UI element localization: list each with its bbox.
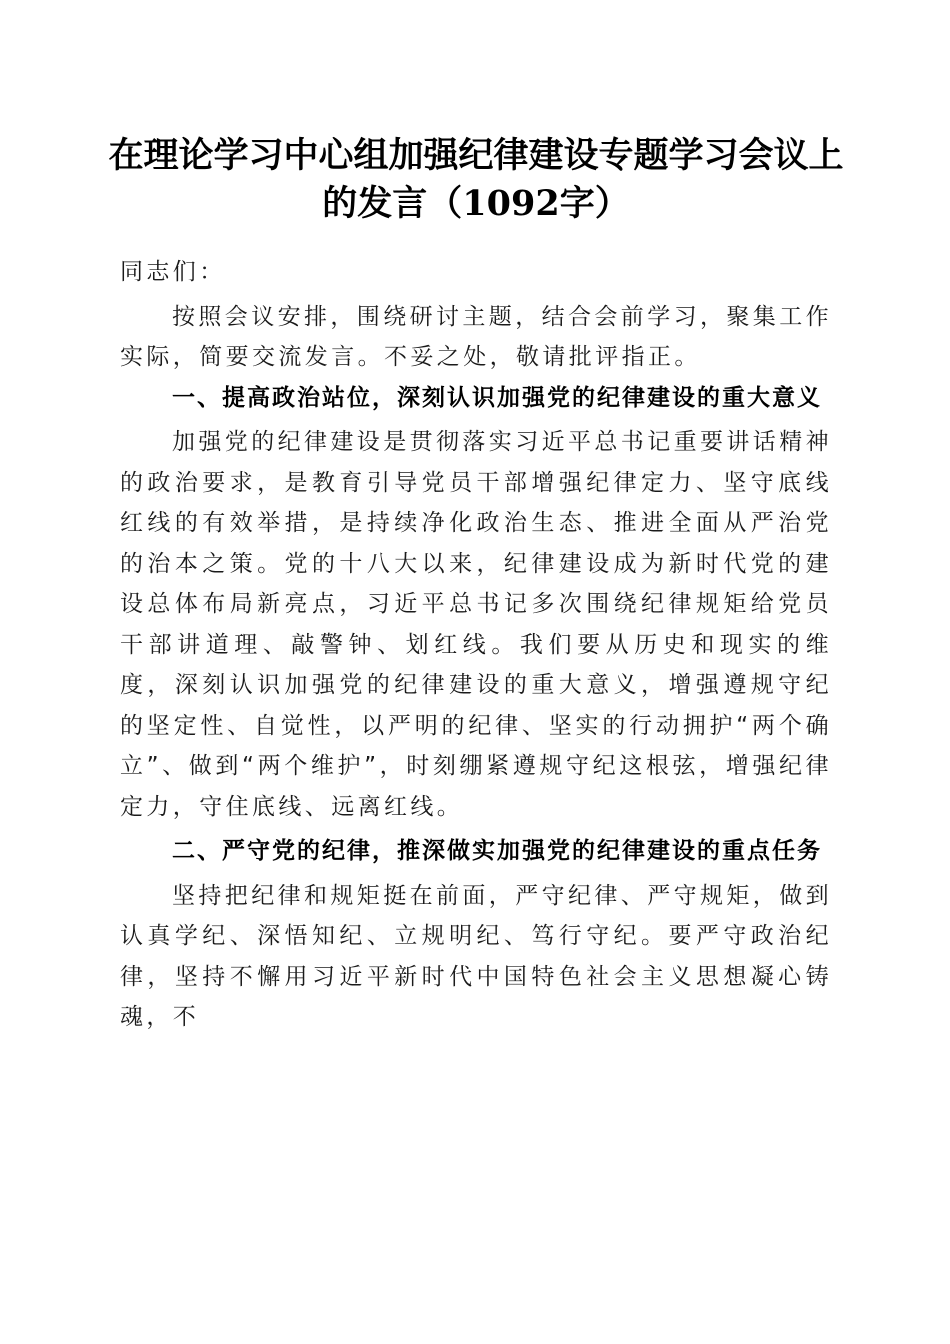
salutation: 同志们： [120, 259, 226, 285]
document-title: 在理论学习中心组加强纪律建设专题学习会议上的发言（1092字） [108, 135, 844, 224]
intro-paragraph: 按照会议安排，围绕研讨主题，结合会前学习，聚集工作实际，简要交流发言。不妥之处，敬请批评指正。 [120, 303, 832, 370]
section-2-paragraph: 坚持把纪律和规矩挺在前面，严守纪律、严守规矩，做到认真学纪、深悟知纪、立规明纪、笃行守纪。要严守政治纪律，坚持不懈用习近平新时代中国特色社会主义思想凝心铸魂，不 [120, 882, 832, 1030]
document-body [120, 252, 832, 1038]
section-2-heading: 二、严守党的纪律，推深做实加强党的纪律建设的重点任务 [172, 838, 822, 864]
section-1-heading: 一、提高政治站位，深刻认识加强党的纪律建设的重大意义 [172, 384, 822, 411]
document-page [108, 0, 844, 1344]
section-1-paragraph: 加强党的纪律建设是贯彻落实习近平总书记重要讲话精神的政治要求，是教育引导党员干部增强纪律定力、坚守底线红线的有效举措，是持续净化政治生态、推进全面从严治党的治本之策。党的十八大以来，纪律建设成为新时代党的建设总体布局新亮点，习近平总书记多次围绕纪律规矩给党员干部讲道理、敲警钟、划红线。我们要从历史和现实的维度，深刻认识加强党的纪律建设的重大意义，增强遵规守纪的坚定性、自觉性，以严明的纪律、坚实的行动拥护“两个确立”、做到“两个维护”，时刻绷紧遵规守纪这根弦，增强纪律定力，守住底线、远离红线。 [120, 429, 832, 820]
